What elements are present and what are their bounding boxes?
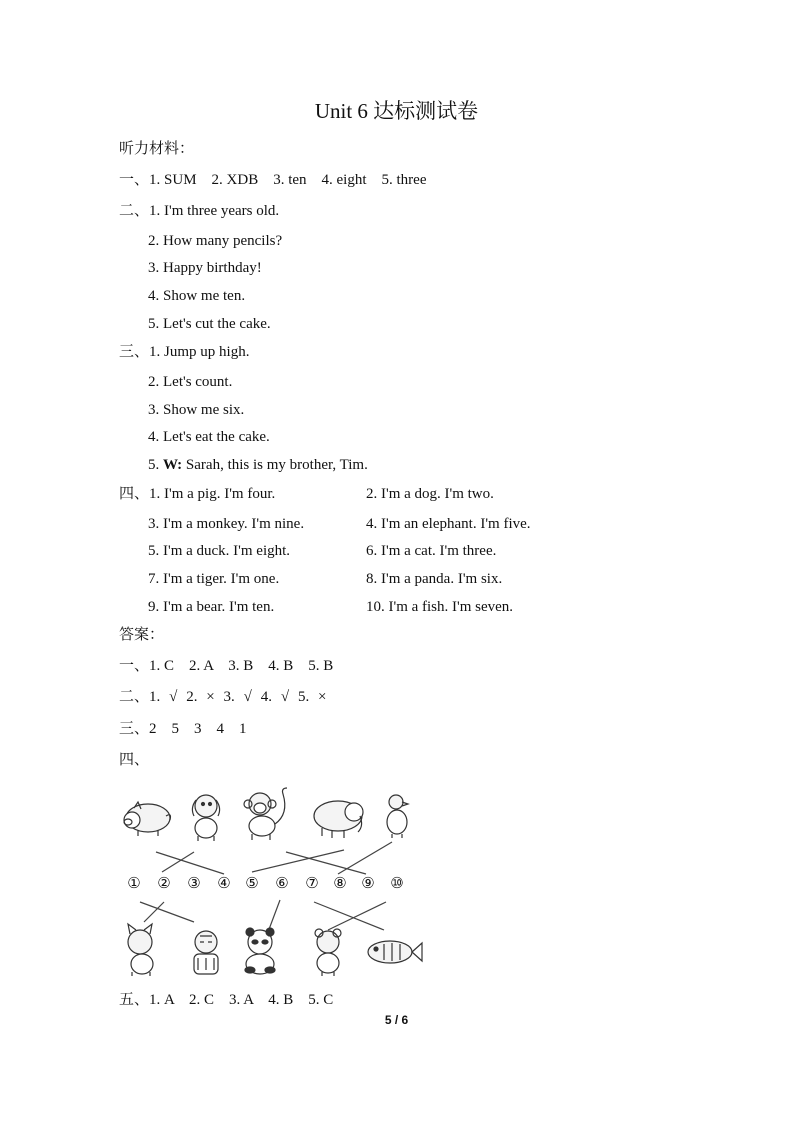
dialogue-text: Sarah, this is my brother, Tim. (182, 457, 368, 473)
section-2-item: 5. Let's cut the cake. (148, 316, 271, 332)
check-mark-icon: √ (169, 689, 178, 705)
circled-number: ③ (187, 874, 201, 892)
section-3-item: 4. Let's eat the cake. (148, 429, 270, 445)
answer-3 (119, 720, 247, 738)
cross-mark-icon: × (206, 689, 215, 705)
cat-picture (128, 924, 153, 976)
answer-1-text: 1. C 2. A 3. B 4. B 5. B (149, 658, 334, 674)
section-4-item: 4. I'm an elephant. I'm five. (366, 516, 531, 532)
answer-2-number: 二、 (119, 689, 150, 705)
circled-number: ⑤ (245, 874, 259, 892)
section-4-item: 5. I'm a duck. I'm eight. (148, 543, 291, 559)
answer-1-number: 一、 (119, 658, 150, 674)
section-4-number: 四、 (119, 486, 150, 502)
tiger-picture (194, 931, 218, 974)
section-4-item: 3. I'm a monkey. I'm nine. (148, 516, 305, 532)
duck-picture (387, 795, 408, 838)
speaker-label: W: (163, 457, 183, 473)
mark-number: 1. (149, 689, 161, 705)
section-2-item: 3. Happy birthday! (148, 260, 262, 276)
section-3-number: 三、 (119, 344, 150, 360)
bear-picture (315, 929, 341, 976)
mark-number: 3. (223, 689, 235, 705)
monkey-picture (244, 788, 287, 840)
section-4 (119, 485, 275, 503)
check-mark-icon: √ (280, 689, 290, 705)
answer-3-number: 三、 (119, 721, 150, 737)
section-1 (119, 171, 427, 189)
section-4-item: 2. I'm a dog. I'm two. (366, 486, 494, 502)
section-4-item: 7. I'm a tiger. I'm one. (148, 571, 280, 587)
check-mark-icon: √ (243, 689, 252, 705)
elephant-picture (314, 801, 363, 838)
page-number: 5 / 6 (384, 1013, 409, 1027)
section-4-item: 1. I'm a pig. I'm four. (149, 486, 276, 502)
circled-number: ⑧ (333, 874, 347, 892)
section-2-number: 二、 (119, 203, 150, 219)
section-3-item: 1. Jump up high. (149, 344, 250, 360)
section-4-item: 9. I'm a bear. I'm ten. (148, 599, 275, 615)
section-3-item (148, 456, 368, 474)
section-2-item: 1. I'm three years old. (149, 203, 280, 219)
listening-label: 听力材料： (119, 141, 195, 157)
page-title: Unit 6 达标测试卷 (314, 99, 479, 123)
dog-picture (192, 795, 219, 841)
mark-number: 2. (186, 689, 198, 705)
answer-3-text: 2 5 3 4 1 (149, 721, 247, 737)
section-4-item: 10. I'm a fish. I'm seven. (366, 599, 514, 615)
answer-5-text: 1. A 2. C 3. A 4. B 5. C (149, 992, 334, 1008)
answer-2 (119, 688, 335, 706)
circled-number: ② (157, 874, 171, 892)
section-1-number: 一、 (119, 172, 150, 188)
circled-number: ⑦ (305, 874, 319, 892)
answer-5 (119, 991, 333, 1009)
panda-picture (245, 928, 275, 974)
answers-label: 答案： (119, 627, 165, 643)
matching-diagram (110, 780, 430, 985)
section-3-item: 2. Let's count. (148, 374, 233, 390)
mark-number: 5. (298, 689, 310, 705)
fish-picture (368, 941, 422, 963)
answer-4-number: 四、 (119, 752, 150, 768)
circled-number: ④ (217, 874, 231, 892)
section-3 (119, 343, 249, 361)
circled-number: ⑥ (275, 874, 289, 892)
section-2-item: 2. How many pencils? (148, 233, 283, 249)
circled-number: ⑨ (361, 874, 375, 892)
section-1-text: 1. SUM 2. XDB 3. ten 4. eight 5. three (149, 172, 427, 188)
section-2-item: 4. Show me ten. (148, 288, 246, 304)
answer-1 (119, 657, 333, 675)
matching-lines (140, 842, 392, 932)
circled-number: ① (127, 874, 141, 892)
section-4-item: 8. I'm a panda. I'm six. (366, 571, 503, 587)
cross-mark-icon: × (318, 689, 327, 705)
section-2 (119, 202, 279, 220)
pig-picture (124, 802, 171, 836)
section-3-item: 3. Show me six. (148, 402, 245, 418)
answer-5-number: 五、 (119, 992, 150, 1008)
mark-number: 4. (260, 689, 273, 705)
circled-number: ⑩ (390, 874, 404, 892)
section-4-item: 6. I'm a cat. I'm three. (366, 543, 497, 559)
item-number: 5. (148, 457, 163, 473)
